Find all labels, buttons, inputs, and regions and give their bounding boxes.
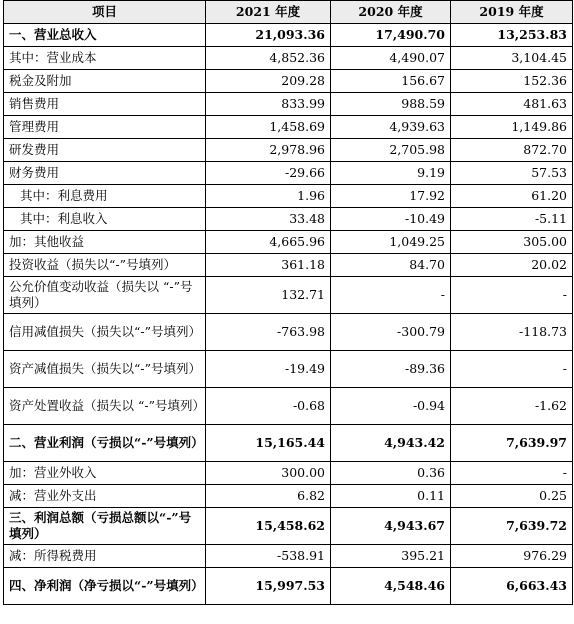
- value-2020: 395.21: [331, 545, 451, 568]
- value-2021: 33.48: [206, 208, 331, 231]
- value-2019: 152.36: [451, 70, 573, 93]
- table-body: [4, 24, 573, 605]
- value-2019: 305.00: [451, 231, 573, 254]
- table-row: [4, 162, 573, 185]
- value-2021: 300.00: [206, 462, 331, 485]
- table-row: [4, 314, 573, 351]
- table-row: [4, 93, 573, 116]
- value-2020: 17,490.70: [331, 24, 451, 47]
- value-2020: 0.36: [331, 462, 451, 485]
- value-2021: 209.28: [206, 70, 331, 93]
- value-2019: 3,104.45: [451, 47, 573, 70]
- table-row: [4, 388, 573, 425]
- table-row: [4, 508, 573, 545]
- row-label: 投资收益（损失以“-”号填列）: [4, 254, 206, 277]
- value-2021: 2,978.96: [206, 139, 331, 162]
- table-row: [4, 277, 573, 314]
- table-row: [4, 47, 573, 70]
- row-label: 其中：利息费用: [4, 185, 206, 208]
- value-2021: 6.82: [206, 485, 331, 508]
- value-2020: 0.11: [331, 485, 451, 508]
- table-row: [4, 568, 573, 605]
- value-2019: 6,663.43: [451, 568, 573, 605]
- row-label: 信用减值损失（损失以“-”号填列）: [4, 314, 206, 351]
- table-row: [4, 485, 573, 508]
- row-label: 财务费用: [4, 162, 206, 185]
- row-label: 资产减值损失（损失以“-”号填列）: [4, 351, 206, 388]
- row-label: 其中：利息收入: [4, 208, 206, 231]
- row-label: 减：所得税费用: [4, 545, 206, 568]
- value-2019: 7,639.72: [451, 508, 573, 545]
- value-2020: 9.19: [331, 162, 451, 185]
- value-2020: 84.70: [331, 254, 451, 277]
- value-2021: 21,093.36: [206, 24, 331, 47]
- value-2020: 4,548.46: [331, 568, 451, 605]
- value-2019: -5.11: [451, 208, 573, 231]
- value-2021: -763.98: [206, 314, 331, 351]
- value-2021: 1.96: [206, 185, 331, 208]
- row-label: 研发费用: [4, 139, 206, 162]
- value-2020: 4,939.63: [331, 116, 451, 139]
- value-2019: -118.73: [451, 314, 573, 351]
- row-label: 公允价值变动收益（损失以 “-”号填列）: [4, 277, 206, 314]
- table-row: [4, 425, 573, 462]
- value-2021: 361.18: [206, 254, 331, 277]
- value-2020: -89.36: [331, 351, 451, 388]
- table-row: [4, 208, 573, 231]
- value-2020: 988.59: [331, 93, 451, 116]
- table-row: [4, 231, 573, 254]
- value-2020: 1,049.25: [331, 231, 451, 254]
- value-2020: -10.49: [331, 208, 451, 231]
- value-2021: -19.49: [206, 351, 331, 388]
- row-label: 销售费用: [4, 93, 206, 116]
- value-2019: -: [451, 277, 573, 314]
- value-2020: 4,490.07: [331, 47, 451, 70]
- header-2020: 2020 年度: [331, 1, 451, 24]
- value-2021: -29.66: [206, 162, 331, 185]
- row-label: 管理费用: [4, 116, 206, 139]
- value-2020: -0.94: [331, 388, 451, 425]
- value-2021: 15,458.62: [206, 508, 331, 545]
- income-statement: [3, 0, 572, 605]
- value-2020: 17.92: [331, 185, 451, 208]
- value-2020: -: [331, 277, 451, 314]
- value-2020: 2,705.98: [331, 139, 451, 162]
- row-label: 其中：营业成本: [4, 47, 206, 70]
- value-2021: 833.99: [206, 93, 331, 116]
- value-2020: -300.79: [331, 314, 451, 351]
- row-label: 一、营业总收入: [4, 24, 206, 47]
- value-2019: -1.62: [451, 388, 573, 425]
- value-2020: 4,943.42: [331, 425, 451, 462]
- table-row: [4, 254, 573, 277]
- value-2021: 15,165.44: [206, 425, 331, 462]
- value-2019: 976.29: [451, 545, 573, 568]
- value-2020: 156.67: [331, 70, 451, 93]
- value-2019: 1,149.86: [451, 116, 573, 139]
- value-2019: 7,639.97: [451, 425, 573, 462]
- value-2019: 57.53: [451, 162, 573, 185]
- table-row: [4, 185, 573, 208]
- value-2021: 132.71: [206, 277, 331, 314]
- value-2019: 20.02: [451, 254, 573, 277]
- row-label: 减：营业外支出: [4, 485, 206, 508]
- income-statement-table: [3, 0, 573, 605]
- table-row: [4, 351, 573, 388]
- value-2021: -538.91: [206, 545, 331, 568]
- table-row: [4, 24, 573, 47]
- row-label: 三、利润总额（亏损总额以“-”号填列）: [4, 508, 206, 545]
- table-row: [4, 116, 573, 139]
- row-label: 四、净利润（净亏损以“-”号填列）: [4, 568, 206, 605]
- value-2019: -: [451, 351, 573, 388]
- row-label: 加：其他收益: [4, 231, 206, 254]
- row-label: 税金及附加: [4, 70, 206, 93]
- value-2019: 872.70: [451, 139, 573, 162]
- value-2019: 481.63: [451, 93, 573, 116]
- value-2020: 4,943.67: [331, 508, 451, 545]
- value-2021: 4,852.36: [206, 47, 331, 70]
- value-2021: 15,997.53: [206, 568, 331, 605]
- value-2021: 4,665.96: [206, 231, 331, 254]
- header-item: 项目: [4, 1, 206, 24]
- row-label: 二、营业利润（亏损以“-”号填列）: [4, 425, 206, 462]
- table-header-row: [4, 1, 573, 24]
- value-2019: 0.25: [451, 485, 573, 508]
- value-2019: 13,253.83: [451, 24, 573, 47]
- row-label: 加：营业外收入: [4, 462, 206, 485]
- value-2019: -: [451, 462, 573, 485]
- header-2021: 2021 年度: [206, 1, 331, 24]
- value-2021: 1,458.69: [206, 116, 331, 139]
- header-2019: 2019 年度: [451, 1, 573, 24]
- row-label: 资产处置收益（损失以 “-”号填列）: [4, 388, 206, 425]
- table-row: [4, 70, 573, 93]
- table-row: [4, 545, 573, 568]
- value-2019: 61.20: [451, 185, 573, 208]
- value-2021: -0.68: [206, 388, 331, 425]
- table-row: [4, 139, 573, 162]
- table-row: [4, 462, 573, 485]
